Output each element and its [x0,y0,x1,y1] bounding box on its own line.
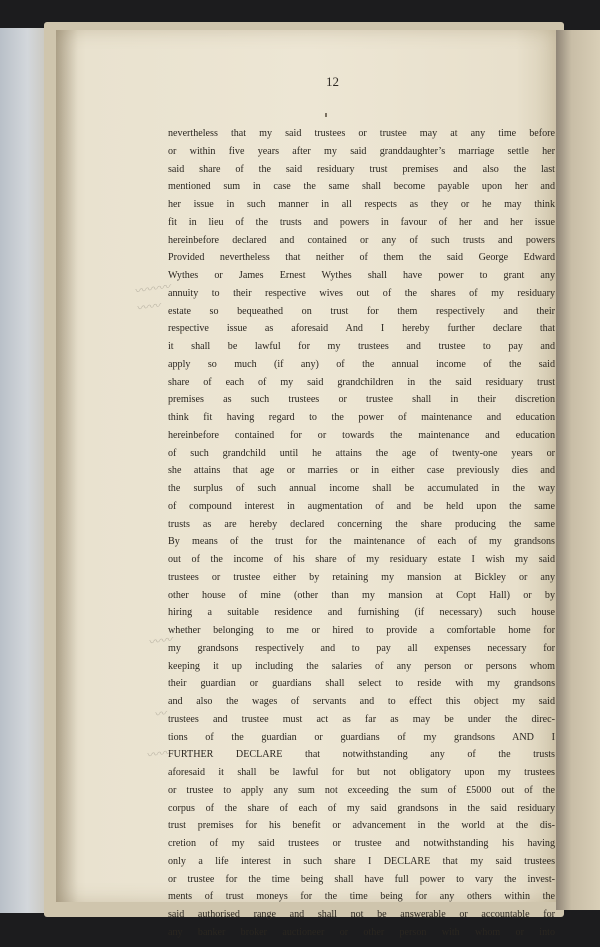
text-line: hereinbefore declared and contained or any of such trusts and powers [168,234,555,246]
text-line: of such grandchild until he attains the age of twenty-one years or [168,447,555,459]
facing-page-edge [0,28,50,913]
printer-mark [325,113,327,117]
text-line: said authorised range and shall not be answerable or accountable for [168,909,555,920]
text-line: FURTHER DECLARE that notwithstanding any of the trusts [168,749,555,761]
text-line: respective issue as aforesaid And I hereby further declare that [168,323,555,335]
text-line: premises as such trustees or trustee shall in their discretion [168,394,555,406]
text-line: nevertheless that my said trustees or trustee may at any time before [168,128,555,139]
text-line: trustees or trustee either by retaining my mansion at Bickley or any [168,571,555,583]
text-line: out of the income of his share of my residuary estate I wish my said [168,554,555,565]
pencil-annotation-mark: 〰〰〰 [133,279,171,299]
text-line: she attains that age or marries or in either case previously dies and [168,465,555,477]
text-line: fit in lieu of the trusts and powers in favour of her and her issue [168,216,555,228]
text-line: keeping it up including the salaries of any person or persons whom [168,660,555,672]
text-line: or trustee to apply any sum not exceeding the sum of £5000 out of the [168,784,555,796]
pencil-annotation-mark: 〰〰 [147,632,173,650]
text-line: By means of the trust for the maintenance of each of my grandsons [168,536,555,548]
pencil-annotation-mark: 〰 [153,706,168,722]
text-line: the surplus of such annual income shall be accumulated in the way [168,483,555,494]
text-line: or trustee for the time being shall have full power to vary the invest- [168,873,555,885]
text-line: said share of the said residuary trust premises and also the last [168,163,555,175]
body-text [168,125,555,942]
text-line: or within five years after my said granddaughter’s marriage settle her [168,145,555,157]
text-line: their guardian or guardians shall select to reside with my grandsons [168,678,555,690]
text-line: and also the wages of servants and to effect this object my said [168,696,555,707]
text-line: estate so bequeathed on trust for them respectively and their [168,305,555,317]
text-line: other house of mine (other than my mansion at Copt Hall) or by [168,589,555,601]
text-line: trusts as are hereby declared concerning the share producing the same [168,518,555,530]
text-line: cretion of my said trustees or trustee and notwithstanding his having [168,838,555,849]
text-line: any banker broker auctioneer or other person with whom or into [168,926,555,938]
text-line: hereinbefore contained for or towards the maintenance and education [168,429,555,441]
text-line: annuity to their respective wives out of the shares of my residuary [168,287,555,299]
text-line: mentioned sum in case the same shall become payable upon her and [168,181,555,193]
text-line: apply so much (if any) of the annual income of the said [168,358,555,370]
text-line: tions of the guardian or guardians of my grandsons AND I [168,731,555,743]
text-line: hiring a suitable residence and furnishing (if necessary) such house [168,607,555,619]
text-line: my grandsons respectively and to pay all expenses necessary for [168,642,555,654]
text-line: her issue in such manner in all respects as they or he may think [168,199,555,210]
text-line: Provided nevertheless that neither of them the said George Edward [168,252,555,264]
book-fore-edge [556,30,600,910]
text-line: ments of trust moneys for the time being for any others within the [168,891,555,903]
text-line: aforesaid it shall be lawful for but not obligatory upon my trustees [168,767,555,778]
pencil-annotation-mark: 〰〰 [135,298,161,316]
page-gutter-shadow [56,30,78,902]
page-number: 12 [326,74,339,89]
text-line: trust premises for his benefit or advancement in the world at the dis- [168,820,555,832]
text-line: of compound interest in augmentation of and be held upon the same [168,500,555,512]
text-line: Wythes or James Ernest Wythes shall have power to grant any [168,270,555,281]
text-line: trustees and trustee must act as far as may be under the direc- [168,713,555,725]
text-line: corpus of the share of each of my said grandsons in the said residuary [168,802,555,814]
pencil-annotation-mark: 〰〰 [145,745,171,763]
text-line: think fit having regard to the power of maintenance and education [168,412,555,423]
text-line: share of each of my said grandchildren in the said residuary trust [168,376,555,388]
text-line: only a life interest in such share I DECLARE that my said trustees [168,855,555,867]
text-line: whether belonging to me or hired to provide a comfortable home for [168,625,555,636]
text-line: it shall be lawful for my trustees and trustee to pay and [168,341,555,352]
